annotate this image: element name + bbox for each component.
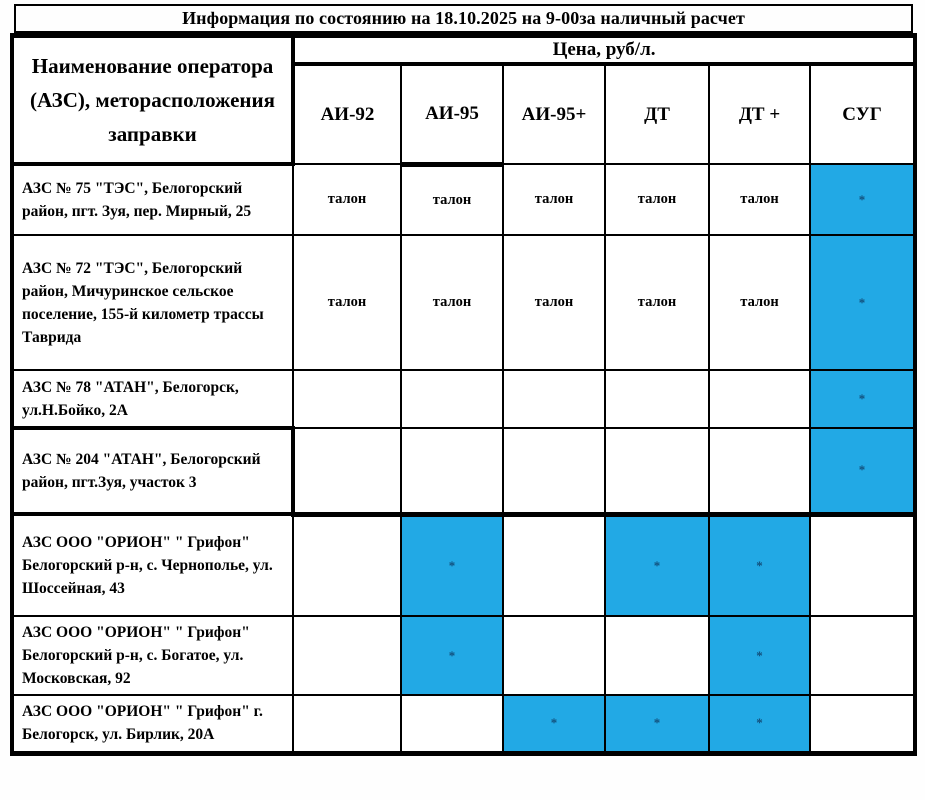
price-cell-sug: * — [810, 428, 915, 514]
price-cell-ai95: талон — [401, 235, 503, 370]
price-cell-ai95 — [401, 695, 503, 753]
table-header — [12, 36, 915, 165]
price-cell-ai92 — [293, 695, 401, 753]
column-header-ai95: АИ-95 — [401, 64, 503, 164]
price-cell-ai95plus: талон — [503, 164, 605, 235]
station-name: АЗС № 78 "АТАН", Белогорск, ул.Н.Бойко, 2А — [12, 370, 293, 428]
price-cell-dtplus: * — [709, 616, 810, 695]
price-cell-ai95: * — [401, 514, 503, 616]
price-cell-sug — [810, 616, 915, 695]
price-cell-sug: * — [810, 370, 915, 428]
price-cell-ai92: талон — [293, 164, 401, 235]
station-name: АЗС № 75 "ТЭС", Белогорский район, пгт. Зуя, пер. Мирный, 25 — [12, 164, 293, 235]
station-name: АЗС ООО "ОРИОН" " Грифон" Белогорский р-н, с. Богатое, ул. Московская, 92 — [12, 616, 293, 695]
column-header-ai95plus: АИ-95+ — [503, 64, 605, 164]
price-cell-dt: талон — [605, 164, 709, 235]
station-name: АЗС № 72 "ТЭС", Белогорский район, Мичуринское сельское поселение, 155-й километр трассы Таврида — [12, 235, 293, 370]
price-cell-ai95plus — [503, 370, 605, 428]
price-cell-sug: * — [810, 235, 915, 370]
price-cell-ai95: * — [401, 616, 503, 695]
table-row — [12, 428, 915, 514]
page-title: Информация по состоянию на 18.10.2025 на 9-00за наличный расчет — [14, 4, 913, 33]
station-name: АЗС ООО "ОРИОН" " Грифон" г. Белогорск, ул. Бирлик, 20А — [12, 695, 293, 753]
price-cell-dtplus — [709, 370, 810, 428]
column-header-dtplus: ДТ + — [709, 64, 810, 164]
price-cell-ai95plus — [503, 616, 605, 695]
price-cell-ai95plus — [503, 428, 605, 514]
table-row — [12, 235, 915, 370]
column-header-sug: СУГ — [810, 64, 915, 164]
table-body — [12, 164, 915, 753]
price-cell-ai95plus — [503, 514, 605, 616]
fuel-price-table — [10, 33, 917, 756]
price-cell-dt: талон — [605, 235, 709, 370]
price-cell-dt — [605, 428, 709, 514]
price-cell-dtplus: талон — [709, 164, 810, 235]
price-cell-dt: * — [605, 514, 709, 616]
price-cell-dtplus: талон — [709, 235, 810, 370]
price-cell-dt — [605, 616, 709, 695]
price-cell-dtplus: * — [709, 514, 810, 616]
table-row — [12, 164, 915, 235]
price-cell-ai92 — [293, 428, 401, 514]
price-cell-sug — [810, 695, 915, 753]
price-cell-dt: * — [605, 695, 709, 753]
column-header-operator: Наименование оператора (АЗС), меторасположения заправки — [12, 36, 293, 165]
price-cell-ai92: талон — [293, 235, 401, 370]
column-header-price: Цена, руб/л. — [293, 36, 915, 65]
table-row — [12, 695, 915, 753]
column-header-dt: ДТ — [605, 64, 709, 164]
price-cell-dtplus — [709, 428, 810, 514]
price-cell-dtplus: * — [709, 695, 810, 753]
price-cell-ai92 — [293, 370, 401, 428]
price-cell-ai95: талон — [401, 164, 503, 235]
table-row — [12, 616, 915, 695]
price-cell-sug: * — [810, 164, 915, 235]
price-cell-dt — [605, 370, 709, 428]
table-row — [12, 514, 915, 616]
column-header-ai92: АИ-92 — [293, 64, 401, 164]
price-cell-ai95plus: * — [503, 695, 605, 753]
price-cell-ai92 — [293, 616, 401, 695]
station-name: АЗС ООО "ОРИОН" " Грифон" Белогорский р-н, с. Чернополье, ул. Шоссейная, 43 — [12, 514, 293, 616]
price-cell-ai92 — [293, 514, 401, 616]
price-cell-ai95 — [401, 370, 503, 428]
station-name: АЗС № 204 "АТАН", Белогорский район, пгт.Зуя, участок 3 — [12, 428, 293, 514]
price-cell-ai95 — [401, 428, 503, 514]
table-row — [12, 370, 915, 428]
price-cell-ai95plus: талон — [503, 235, 605, 370]
price-cell-sug — [810, 514, 915, 616]
